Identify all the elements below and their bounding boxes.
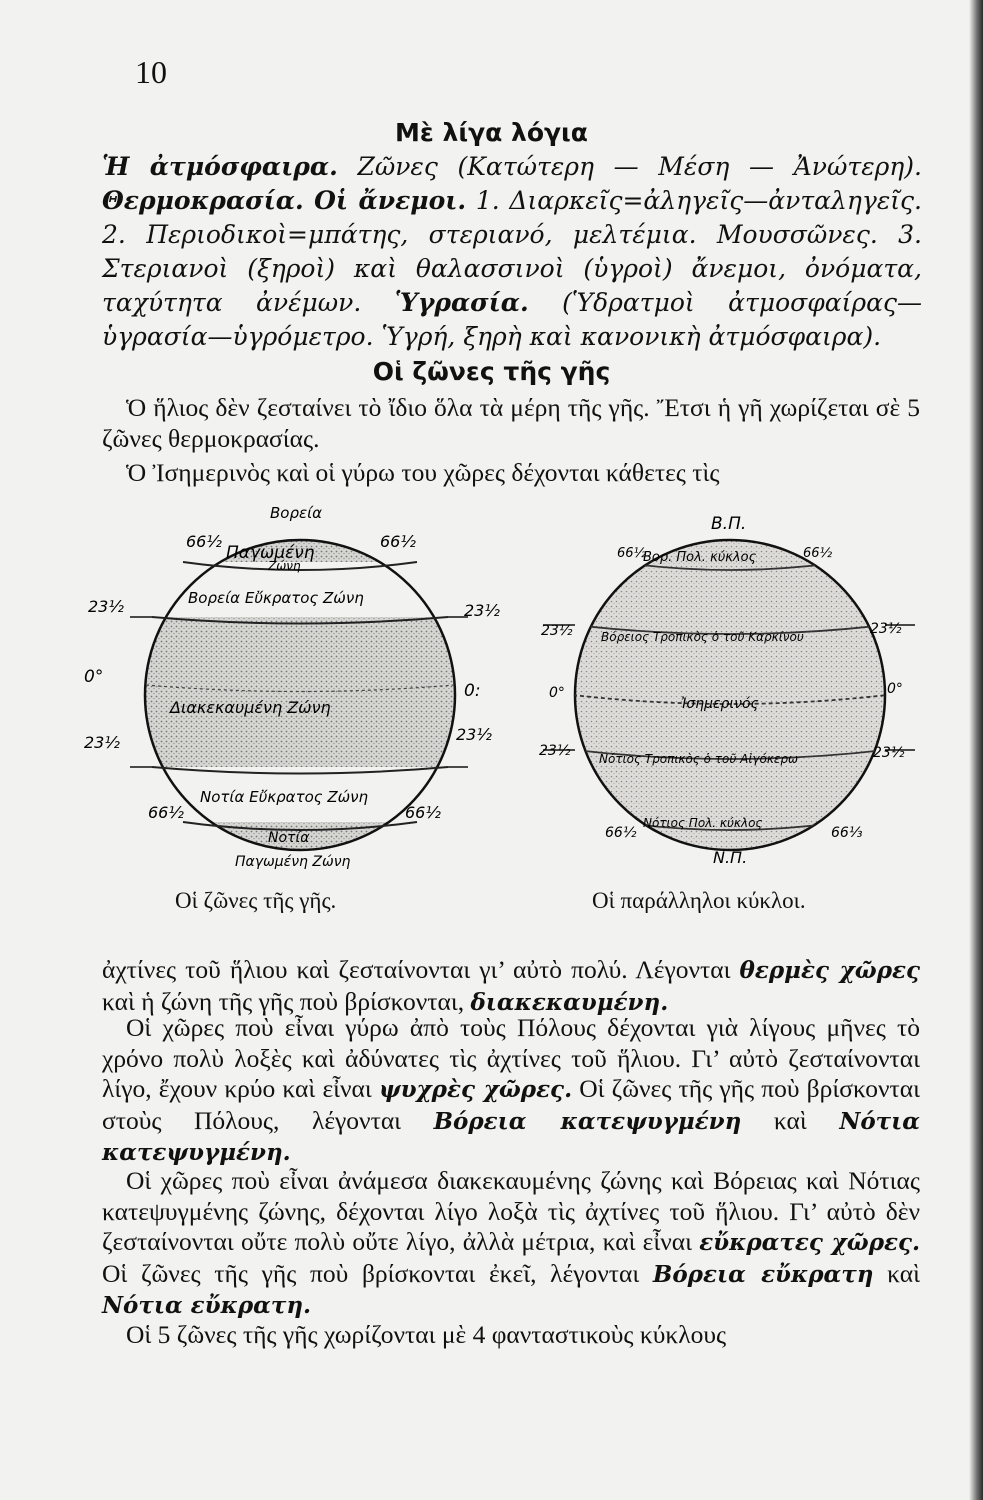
summary-paragraph: [102, 150, 922, 354]
term-south-temperate: Νότια εὔκρατη.: [102, 1292, 312, 1319]
label-torrid: Διακεκαυμένη Ζώνη: [170, 698, 331, 717]
label-r-lat-23-se: 23½: [873, 745, 905, 761]
label-lat-66-sw: 66½: [148, 803, 184, 822]
label-lat-23-se: 23½: [456, 725, 492, 744]
summary-term-humidity: Ὑγρασία.: [394, 288, 529, 317]
label-r-lat-66-se: 66⅓: [831, 825, 863, 841]
label-lat-23-nw: 23½: [88, 597, 124, 616]
label-north-pole: Β.Π.: [711, 514, 747, 534]
paragraph-2-continued: [102, 955, 920, 1018]
summary-term-atmosphere: Ἡ ἀτμόσφαιρα.: [102, 152, 338, 181]
label-lat-66-ne: 66½: [380, 532, 416, 551]
p3-text-2: Οἱ ζῶνες τῆς γῆς ποὺ βρίσκονται στοὺς Πόλους, λέγονται: [102, 1074, 920, 1135]
summary-heading: Μὲ λίγα λόγια: [395, 118, 588, 147]
label-lat-0-w: 0°: [84, 667, 104, 687]
p2-text-1: ἀχτίνες τοῦ ἥλιου καὶ ζεσταίνονται γι’ αὐτὸ πολύ. Λέγονται: [102, 955, 740, 984]
label-capricorn: Νότιος Τροπικὸς ὁ τοῦ Αἰγόκερω: [599, 752, 799, 766]
term-hot-countries: θερμὲς χῶρες: [739, 957, 920, 984]
term-cold-countries: ψυχρὲς χῶρες.: [378, 1076, 573, 1103]
summary-text-3: (Ὑδρατμοὶ ἀτμοσφαίρας—ὑγρασία—ὑγρόμετρο. Ὑγρή, ξηρὴ καὶ κανονικὴ ἀτμόσφαιρα).: [102, 288, 922, 351]
label-r-lat-23-nw: 23½: [541, 623, 573, 639]
p4-text-3: καὶ: [873, 1258, 920, 1288]
label-lat-66-nw: 66½: [186, 532, 222, 551]
label-r-lat-0-e: 0°: [887, 681, 903, 697]
label-cancer: Βόρειος Τροπικὸς ὁ τοῦ Καρκίνου: [601, 630, 804, 644]
summary-text-1: Ζῶνες (Κατώτερη — Μέση — Ἀνώτερη).: [337, 152, 922, 181]
label-south-temperate: Νοτία Εὔκρατος Ζώνη: [200, 788, 369, 806]
p3-text-1: Οἱ χῶρες ποὺ εἶναι γύρω ἀπὸ τοὺς Πόλους δέχονται γιὰ λίγους μῆνες τὸ χρόνο πολὺ λοξὲς καὶ ἀδύνατες τὶς ἀχτίνες τοῦ ἥλιου. Γι’ αὐτὸ ζεσταίνονται λίγο, ἔχουν κρύο καὶ εἶναι: [102, 1013, 920, 1103]
p2-text-2: καὶ ἡ ζώνη τῆς γῆς ποὺ βρίσκονται,: [102, 986, 471, 1016]
label-r-lat-23-sw: 23½: [539, 743, 571, 759]
label-north: Βορεία: [270, 504, 323, 522]
label-r-lat-66-sw: 66½: [605, 825, 637, 841]
label-equator: Ἰσημερινός: [681, 696, 759, 712]
paragraph-3: [102, 1013, 920, 1169]
page-edge-shadow: [969, 0, 983, 1500]
label-north-temperate: Βορεία Εὔκρατος Ζώνη: [188, 589, 364, 607]
paragraph-1: Ὁ ἥλιος δὲν ζεσταίνει τὸ ἴδιο ὅλα τὰ μέρη τῆς γῆς. Ἔτσι ἡ γῆ χωρίζεται σὲ 5 ζῶνες θερμοκρασίας.: [102, 393, 920, 453]
term-south-frigid: Νότια κατεψυγμένη.: [102, 1107, 920, 1166]
figure-parallel-circles: [535, 505, 920, 870]
label-lat-0-e: 0:: [464, 681, 481, 701]
page-number: 10: [135, 54, 167, 90]
label-antarctic: Νότιος Πολ. κύκλος: [643, 816, 763, 830]
paragraph-4: [102, 1166, 920, 1322]
label-zone-word: Ζώνη: [268, 559, 301, 573]
summary-term-temperature: Θερμοκρασία. Οἱ ἄνεμοι.: [102, 186, 467, 215]
term-torrid-zone: διακεκαυμένη.: [470, 988, 669, 1016]
summary-text-2: 1. Διαρκεῖς=ἀληγεῖς—ἀνταληγεῖς. 2. Περιοδικοὶ=μπάτης, στεριανό, μελτέμια. Μουσσῶνες. 3. Στεριανοὶ (ξηροὶ) καὶ θαλασσινοὶ (ὑγροὶ) ἄνεμοι, ὀνόματα, ταχύτητα ἀνέμων.: [102, 186, 922, 317]
p3-text-3: καὶ: [741, 1105, 840, 1135]
caption-earth-zones: Οἱ ζῶνες τῆς γῆς.: [175, 888, 337, 913]
label-r-lat-23-ne: 23½: [870, 621, 902, 637]
label-south-frigid: Νοτία: [268, 830, 310, 846]
label-r-lat-66-ne: 66½: [803, 546, 833, 561]
label-lat-23-ne: 23½: [464, 601, 500, 620]
paragraph-5: Οἱ 5 ζῶνες τῆς γῆς χωρίζονται μὲ 4 φανταστικοὺς κύκλους: [126, 1320, 727, 1349]
term-temperate-countries: εὔκρατες χῶρες.: [699, 1229, 920, 1256]
label-lat-66-se: 66½: [405, 803, 441, 822]
label-arctic: Βορ. Πολ. κύκλος: [643, 550, 757, 565]
label-north-frigid: Παγωμένη: [226, 543, 315, 563]
term-north-frigid: Βόρεια κατεψυγμένη: [433, 1107, 742, 1135]
label-south-frigid-zone: Παγωμένη Ζώνη: [235, 854, 351, 870]
label-r-lat-66-nw: 66½: [617, 546, 647, 561]
label-south-pole: Ν.Π.: [713, 848, 748, 867]
label-lat-23-sw: 23½: [84, 733, 120, 752]
label-r-lat-0-w: 0°: [549, 685, 565, 701]
caption-parallel-circles: Οἱ παράλληλοι κύκλοι.: [592, 888, 806, 913]
zones-heading: Οἱ ζῶνες τῆς γῆς: [372, 357, 611, 386]
globe-outline-right: [575, 540, 885, 850]
figure-earth-zones: [84, 500, 500, 870]
paragraph-2-start: Ὁ Ἰσημερινὸς καὶ οἱ γύρω του χῶρες δέχονται κάθετες τὶς: [126, 458, 720, 487]
p4-text-1: Οἱ χῶρες ποὺ εἶναι ἀνάμεσα διακεκαυμένης ζώνης καὶ Βόρειας καὶ Νότιας κατεψυγμένης ζώνης, δέχονται λίγο λοξὰ τὶς ἀχτίνες τοῦ ἥλιου. Γι’ αὐτὸ δὲν ζεσταίνονται οὔτε πολὺ οὔτε λίγο, ἀλλὰ μέτρια, καὶ εἶναι: [102, 1166, 920, 1256]
p4-text-2: Οἱ ζῶνες τῆς γῆς ποὺ βρίσκονται ἐκεῖ, λέγονται: [102, 1258, 653, 1288]
term-north-temperate: Βόρεια εὔκρατη: [652, 1260, 874, 1288]
